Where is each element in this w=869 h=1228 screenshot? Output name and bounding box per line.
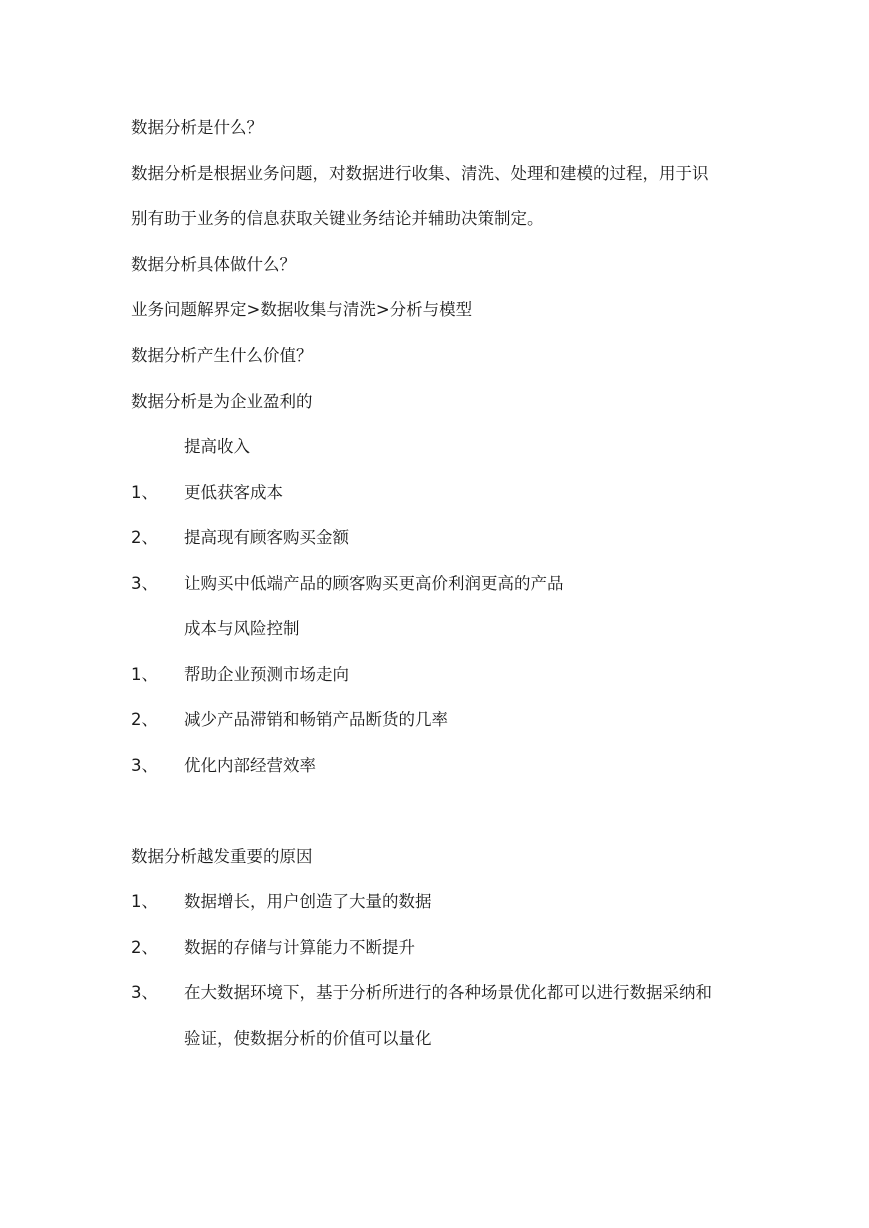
cost-item-number: 1、 [131, 665, 158, 684]
revenue-heading: 提高收入 [184, 437, 250, 456]
question-what-to-do: 数据分析具体做什么？ [131, 255, 296, 274]
revenue-item-number: 1、 [131, 483, 158, 502]
revenue-item-text: 提高现有顾客购买金额 [184, 528, 349, 547]
cost-heading: 成本与风险控制 [184, 619, 300, 638]
answer-what-to-do: 业务问题解界定>数据收集与清洗>分析与模型 [131, 300, 473, 319]
cost-item-text: 帮助企业预测市场走向 [184, 665, 349, 684]
answer-what-is-line-1: 数据分析是根据业务问题，对数据进行收集、清洗、处理和建模的过程，用于识 [131, 164, 709, 183]
answer-value: 数据分析是为企业盈利的 [131, 392, 313, 411]
reason-item-text: 数据增长，用户创造了大量的数据 [184, 892, 432, 911]
question-what-is: 数据分析是什么？ [131, 118, 263, 137]
revenue-item-text: 更低获客成本 [184, 483, 283, 502]
answer-what-is-line-2: 别有助于业务的信息获取关键业务结论并辅助决策制定。 [131, 209, 544, 228]
reason-item-text: 数据的存储与计算能力不断提升 [184, 938, 415, 957]
reasons-title: 数据分析越发重要的原因 [131, 847, 313, 866]
cost-item-text: 优化内部经营效率 [184, 756, 316, 775]
cost-item-text: 减少产品滞销和畅销产品断货的几率 [184, 710, 448, 729]
cost-item-number: 2、 [131, 710, 158, 729]
revenue-item-text: 让购买中低端产品的顾客购买更高价利润更高的产品 [184, 574, 564, 593]
revenue-item-number: 3、 [131, 574, 158, 593]
reason-item-number: 3、 [131, 983, 158, 1002]
reason-item-text: 在大数据环境下，基于分析所进行的各种场景优化都可以进行数据采纳和 [184, 983, 712, 1002]
reason-item-number: 2、 [131, 938, 158, 957]
question-value: 数据分析产生什么价值？ [131, 346, 313, 365]
reason-item-number: 1、 [131, 892, 158, 911]
cost-item-number: 3、 [131, 756, 158, 775]
revenue-item-number: 2、 [131, 528, 158, 547]
reason-item-continuation: 验证，使数据分析的价值可以量化 [184, 1029, 432, 1048]
